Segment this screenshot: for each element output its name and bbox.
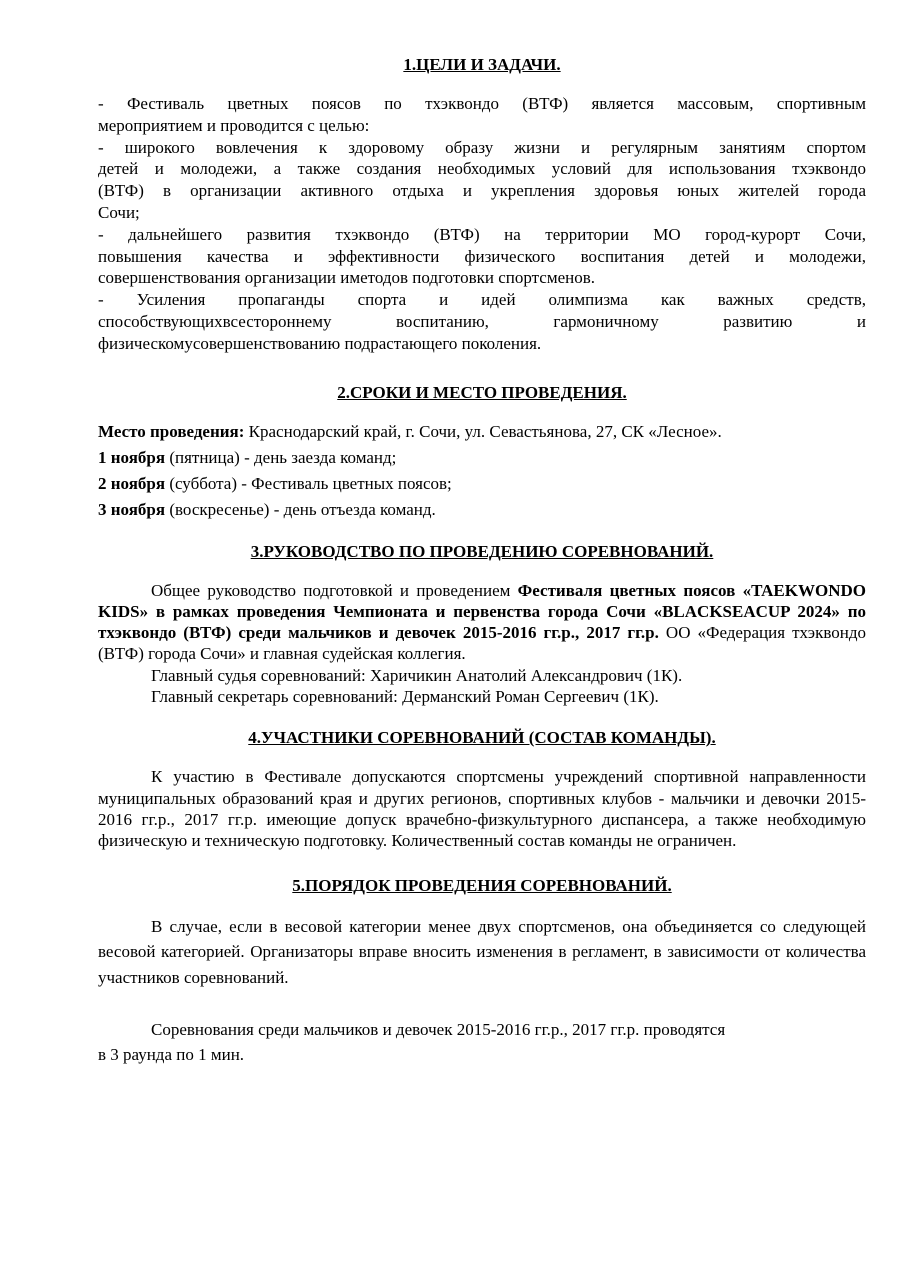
section-2-body bbox=[98, 422, 866, 520]
section-3-heading: 3.РУКОВОДСТВО ПО ПРОВЕДЕНИЮ СОРЕВНОВАНИЙ. bbox=[250, 541, 714, 561]
day-2-text: (суббота) - Фестиваль цветных поясов; bbox=[165, 473, 452, 493]
rounds-line-2: в 3 раунда по 1 мин. bbox=[98, 1045, 245, 1065]
venue-label: Место проведения: bbox=[98, 421, 245, 441]
rounds-paragraph bbox=[98, 1017, 866, 1068]
section-1-heading: 1.ЦЕЛИ И ЗАДАЧИ. bbox=[403, 55, 561, 74]
management-intro: Общее руководство подготовкой и проведением bbox=[151, 580, 518, 600]
section-1-line: - Фестиваль цветных поясов по тхэквондо (ВТФ) является массовым, спортивным bbox=[98, 94, 866, 113]
day-1-label: 1 ноября bbox=[98, 447, 166, 467]
chief-secretary-line: Главный секретарь соревнований: Дерманский Роман Сергеевич (1К). bbox=[151, 687, 659, 707]
participants-paragraph: К участию в Фестивале допускаются спортсмены учреждений спортивной направленности муниципальных образований края и других регионов, спортивных клубов - мальчики и девочки 2015-2016 гг.р., 2017 гг.р. имеющие допуск врачебно-физкультурного диспансера, а также необходимую физическую и техническую подготовку. Количественный состав команды не ограничен. bbox=[98, 767, 866, 851]
section-1-line: - Усиления пропаганды спорта и идей олимпизма как важных средств, bbox=[98, 290, 866, 310]
section-1-line: повышения качества и эффективности физического воспитания детей и молодежи, bbox=[98, 246, 866, 266]
section-1-line: (ВТФ) в организации активного отдыха и укрепления здоровья юных жителей города bbox=[98, 181, 866, 201]
day-3-label: 3 ноября bbox=[98, 499, 166, 519]
section-1-line: детей и молодежи, а также создания необходимых условий для использования тхэквондо bbox=[98, 159, 866, 179]
day-3-line bbox=[98, 500, 866, 520]
festival-title: Фестиваля цветных поясов «TAEKWONDO KIDS» в рамках проведения Чемпионата и первенства города Сочи «BLACKSEACUP 2024» по тхэквондо (ВТФ) среди мальчиков и девочек 2015-2016 гг.р., 2017 гг.р. bbox=[98, 580, 866, 643]
rounds-line-1: Соревнования среди мальчиков и девочек 2015-2016 гг.р., 2017 гг.р. проводятся bbox=[151, 1019, 726, 1039]
section-1-line: совершенствования организации иметодов подготовки спортсменов. bbox=[98, 268, 596, 288]
section-1-line: Сочи; bbox=[98, 202, 140, 222]
section-1-line: физическомусовершенствованию подрастающего поколения. bbox=[98, 333, 542, 353]
document-page bbox=[98, 54, 866, 1068]
section-1-line: - широкого вовлечения к здоровому образу жизни и регулярным занятиям спортом bbox=[98, 137, 866, 157]
day-1-text: (пятница) - день заезда команд; bbox=[165, 447, 397, 467]
management-paragraph bbox=[98, 580, 866, 665]
chief-judge-line: Главный судья соревнований: Харичикин Анатолий Александрович (1К). bbox=[151, 665, 683, 685]
day-2-label: 2 ноября bbox=[98, 473, 166, 493]
weight-category-paragraph: В случае, если в весовой категории менее двух спортсменов, она объединяется со следующей весовой категорией. Организаторы вправе вносить изменения в регламент, в зависимости от количества участников соревнований. bbox=[98, 916, 866, 987]
section-1-line: мероприятием и проводится с целью: bbox=[98, 115, 370, 135]
section-1-line: способствующихвсестороннему воспитанию, гармоничному развитию и bbox=[98, 311, 866, 331]
venue-line bbox=[98, 422, 866, 442]
day-1-line bbox=[98, 448, 866, 468]
section-1-line: - дальнейшего развития тхэквондо (ВТФ) на территории МО город-курорт Сочи, bbox=[98, 224, 866, 244]
day-2-line bbox=[98, 474, 866, 494]
venue-text: Краснодарский край, г. Сочи, ул. Севастьянова, 27, СК «Лесное». bbox=[244, 421, 722, 441]
section-3-body bbox=[98, 580, 866, 708]
section-2-heading: 2.СРОКИ И МЕСТО ПРОВЕДЕНИЯ. bbox=[337, 382, 627, 402]
section-1-body bbox=[98, 93, 866, 355]
section-5-heading: 5.ПОРЯДОК ПРОВЕДЕНИЯ СОРЕВНОВАНИЙ. bbox=[292, 875, 672, 895]
section-4-heading: 4.УЧАСТНИКИ СОРЕВНОВАНИЙ (СОСТАВ КОМАНДЫ). bbox=[248, 728, 716, 748]
management-tail: ОО «Федерация тхэквондо (ВТФ) города Сочи» и главная судейская коллегия. bbox=[98, 623, 867, 664]
day-3-text: (воскресенье) - день отъезда команд. bbox=[165, 499, 436, 519]
